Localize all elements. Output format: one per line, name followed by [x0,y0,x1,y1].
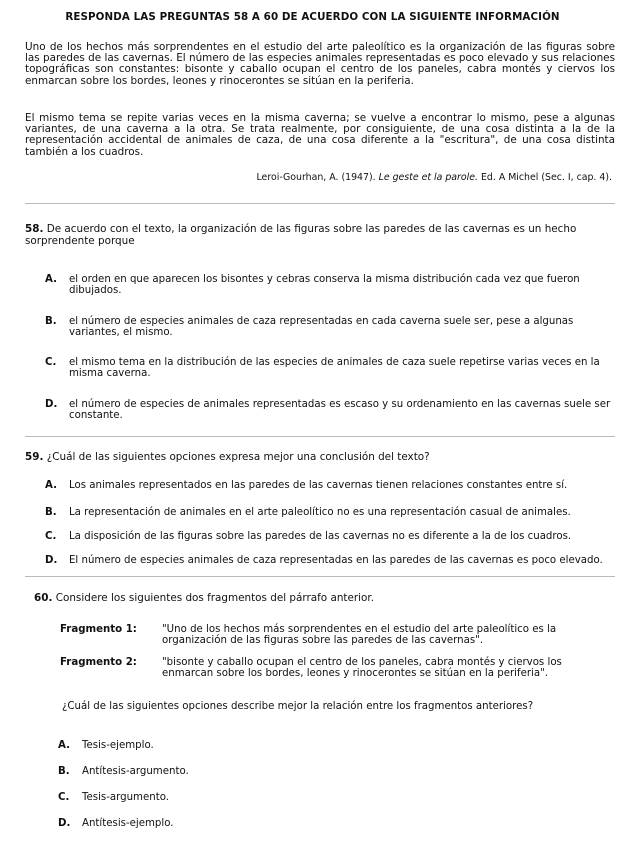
fragment-label: Fragmento 1: [60,624,137,635]
question-58 [25,224,615,247]
option-letter: C. [45,531,57,542]
option-letter: C. [45,357,57,368]
option-text: el número de especies animales de caza representadas en cada caverna suele ser, pese a algunas variantes, el mismo. [69,316,574,339]
divider [25,576,615,577]
option-letter: B. [58,766,70,777]
question-59-option-b[interactable] [45,507,613,518]
option-letter: A. [58,740,70,751]
question-58-option-b[interactable] [45,316,613,338]
option-text: La representación de animales en el arte paleolítico no es una representación casual de animales. [69,507,571,518]
fragment-text: "bisonte y caballo ocupan el centro de los paneles, cabra montés y ciervos los enmarcan sobre los bordes, leones y rinocerontes se sitúan en la periferia". [162,657,562,680]
option-letter: C. [58,792,70,803]
question-number: 59. [25,451,44,463]
option-text: La disposición de las figuras sobre las paredes de las cavernas no es diferente a la de los cuadros. [69,531,572,542]
option-letter: D. [45,399,58,410]
citation-book-title: Le geste et la parole. [378,172,478,183]
option-letter: B. [45,316,57,327]
citation-location: (Sec. I, cap. 4). [541,172,612,183]
question-stem: ¿Cuál de las siguientes opciones expresa mejor una conclusión del texto? [46,451,430,463]
fragment-2 [60,657,615,679]
citation-publisher: Ed. A Michel [480,172,539,183]
question-number: 60. [34,592,53,604]
question-60 [34,593,614,605]
question-60-prompt: ¿Cuál de las siguientes opciones describe mejor la relación entre los fragmentos anteriores? [62,701,534,712]
question-60-option-a[interactable] [58,740,625,751]
option-text: Tesis-argumento. [82,792,169,803]
fragment-1 [60,624,615,646]
option-text: Tesis-ejemplo. [82,740,154,751]
question-60-option-d[interactable] [58,818,625,829]
citation [257,172,613,183]
passage-paragraph-1: Uno de los hechos más sorprendentes en el estudio del arte paleolítico es la organización de las figuras sobre las paredes de las cavernas. El número de las especies animales representadas es poco elevado y sus relaciones topográficas son constantes: bisonte y caballo ocupan el centro de los paneles, cabra montés y ciervos los enmarcan sobre los bordes, leones y rinocerontes se sitúan en la periferia. [25,41,615,87]
option-text: Antítesis-ejemplo. [82,818,174,829]
option-text: el orden en que aparecen los bisontes y cebras conserva la misma distribución cada vez que fueron dibujados. [69,274,580,297]
question-58-option-a[interactable] [45,274,613,296]
option-text: el número de especies de animales representadas es escaso y su ordenamiento en las cavernas suele ser constante. [69,399,611,422]
option-text: El número de especies animales de caza representadas en las paredes de las cavernas es poco elevado. [69,555,603,566]
option-letter: A. [45,480,57,491]
divider [25,436,615,437]
option-text: el mismo tema en la distribución de las especies de animales de caza suele repetirse varias veces en la misma caverna. [69,357,600,380]
option-letter: A. [45,274,57,285]
citation-author: Leroi-Gourhan, A. (1947). [256,172,376,183]
divider [25,203,615,204]
fragment-text: "Uno de los hechos más sorprendentes en el estudio del arte paleolítico es la organización de las figuras sobre las paredes de las cavernas". [162,624,557,647]
fragment-label: Fragmento 2: [60,657,137,668]
option-letter: D. [45,555,58,566]
question-59 [25,452,615,464]
option-letter: B. [45,507,57,518]
option-letter: D. [58,818,71,829]
question-59-option-c[interactable] [45,531,613,542]
question-stem: Considere los siguientes dos fragmentos del párrafo anterior. [55,592,375,604]
section-header: RESPONDA LAS PREGUNTAS 58 A 60 DE ACUERDO CON LA SIGUIENTE INFORMACIÓN [65,11,560,23]
question-number: 58. [25,223,44,235]
question-60-option-c[interactable] [58,792,625,803]
question-60-option-b[interactable] [58,766,625,777]
option-text: Antítesis-argumento. [82,766,189,777]
option-text: Los animales representados en las paredes de las cavernas tienen relaciones constantes entre sí. [69,480,568,491]
question-59-option-a[interactable] [45,480,613,491]
question-59-option-d[interactable] [45,555,613,566]
question-stem: De acuerdo con el texto, la organización de las figuras sobre las paredes de las cavernas es un hecho sorprendente porque [25,223,577,247]
question-58-option-c[interactable] [45,357,613,379]
question-58-option-d[interactable] [45,399,613,421]
passage-paragraph-2: El mismo tema se repite varias veces en la misma caverna; se vuelve a encontrar lo mismo, pese a algunas variantes, de una caverna a la otra. Se trata realmente, por consiguiente, de una cosa distinta a la de la representación accidental de animales de caza, de una cosa diferente a la "escritura", de una cosa distinta también a los cuadros. [25,112,615,158]
